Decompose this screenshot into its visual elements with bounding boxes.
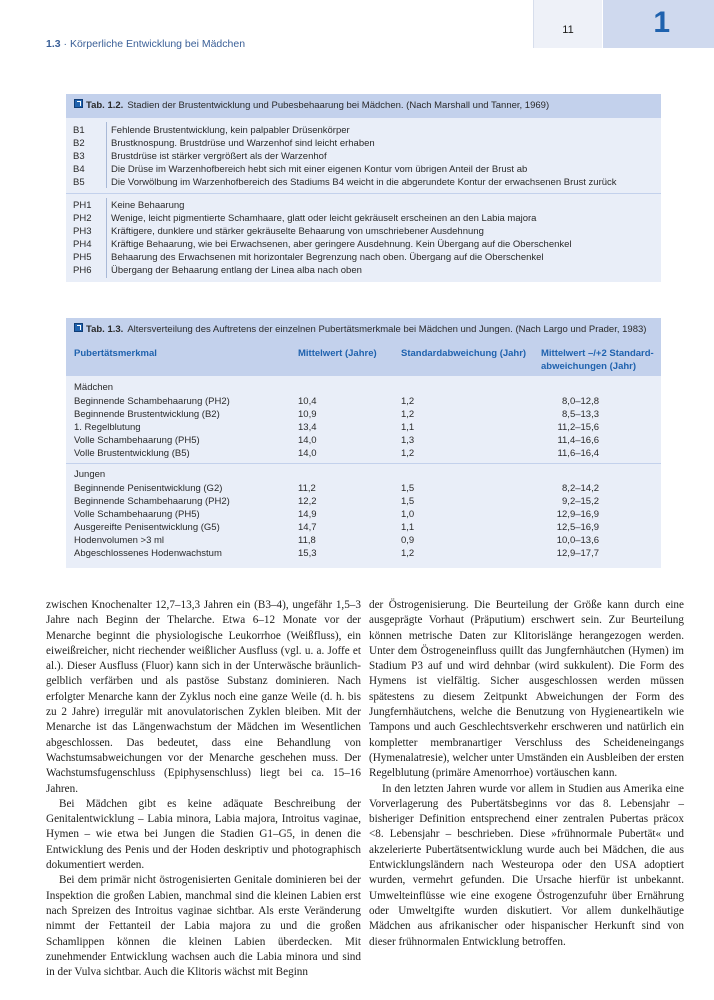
cell-mean: 15,3: [298, 548, 317, 559]
cell-mean: 10,4: [298, 396, 317, 407]
table-icon: [74, 323, 83, 332]
stage-code: PH2: [73, 213, 92, 224]
section-divider: [66, 463, 661, 464]
stage-description: Behaarung des Erwachsenen mit horizontaler Begrenzung nach oben. Übergang auf die Oberschenkel: [111, 252, 544, 263]
table-row: [66, 434, 661, 447]
stage-code: B5: [73, 177, 85, 188]
header-feature: Pubertätsmerkmal: [74, 348, 157, 359]
stage-description: Brustknospung. Brustdrüse und Warzenhof sind leicht erhaben: [111, 138, 375, 149]
cell-sd: 1,1: [401, 522, 415, 533]
stage-description: Keine Behaarung: [111, 200, 185, 211]
table-caption: [66, 94, 661, 118]
cell-range: 8,0–12,8: [562, 396, 599, 407]
cell-feature: 1. Regelblutung: [74, 422, 141, 433]
body-column-left: [46, 598, 361, 980]
chapter-tab: [603, 0, 714, 48]
running-head: [46, 38, 245, 50]
stage-code: B2: [73, 138, 85, 149]
stage-description: Die Drüse im Warzenhofbereich hebt sich mit einer eigenen Kontur vom übrigen Anteil der Brust ab: [111, 164, 528, 175]
body-paragraph: In den letzten Jahren wurde vor allem in Studien aus Amerika eine Vorverlagerung des Pubertätsbeginns vor das 8. Lebensjahr – bisheriger Definition entsprechend einer zentralen Pubertas präcox <8. Lebensjahr – beschrieben. Diese »frühnormale Pubertät« und akzelerierte Pubertätsentwicklung wurde auch bei Mädchen, die aus Entwicklungsländern nach Westeuropa oder den USA adoptiert wurden, vermehrt gefunden. Die Ursache hierfür ist unbekannt. Umwelteinflüsse wie eine exogene Östrogenzufuhr über Ernährung oder Umweltgifte wurden diskutiert. Vor allem dunkelhäutige Mädchen aus afrikanischer oder hispanischer Herkunft sind von dieser frühnormalen Entwicklung betroffen.: [369, 782, 684, 948]
page-number: 11: [562, 24, 574, 36]
stage-description: Kräftigere, dunklere und stärker gekräuselte Behaarung von umschriebener Ausdehnung: [111, 226, 484, 237]
cell-feature: Volle Schambehaarung (PH5): [74, 509, 200, 520]
table-row: [66, 521, 661, 534]
cell-mean: 13,4: [298, 422, 317, 433]
stage-description: Übergang der Behaarung entlang der Linea alba nach oben: [111, 265, 362, 276]
cell-mean: 14,0: [298, 448, 317, 459]
stage-row: [66, 137, 661, 150]
stage-code: PH1: [73, 200, 92, 211]
table-row: [66, 447, 661, 460]
stage-code: B3: [73, 151, 85, 162]
page-number-box: [533, 0, 602, 48]
stage-description: Kräftige Behaarung, wie bei Erwachsenen, aber geringere Ausdehnung. Kein Übergang auf die Oberschenkel: [111, 239, 572, 250]
cell-range: 9,2–15,2: [562, 496, 599, 507]
cell-feature: Abgeschlossenes Hodenwachstum: [74, 548, 222, 559]
body-column-right: [369, 598, 684, 950]
stage-row: [66, 176, 661, 189]
table-label: Tab. 1.3.: [86, 324, 124, 335]
cell-sd: 1,5: [401, 496, 415, 507]
cell-feature: Beginnende Penisentwicklung (G2): [74, 483, 223, 494]
table-icon: [74, 99, 83, 108]
table-row: [66, 495, 661, 508]
cell-feature: Beginnende Brustentwicklung (B2): [74, 409, 220, 420]
section-title: · Körperliche Entwicklung bei Mädchen: [60, 38, 246, 50]
cell-range: 11,6–16,4: [557, 448, 599, 459]
cell-range: 8,5–13,3: [562, 409, 599, 420]
table-row: [66, 482, 661, 495]
stage-row: [66, 163, 661, 176]
cell-sd: 1,1: [401, 422, 415, 433]
stage-row: [66, 199, 661, 212]
cell-sd: 0,9: [401, 535, 415, 546]
cell-feature: Beginnende Schambehaarung (PH2): [74, 496, 230, 507]
body-paragraph: zwischen Knochenalter 12,7–13,3 Jahren ein (B3–4), ungefähr 1,5–3 Jahre nach Beginn der Thelarche. Etwa 6–12 Monate vor der Menarche beginnt die physiologische Leukorrhoe (Weißfluss), ein eiweißreicher, nicht riechender weißlicher Ausfluss (vgl. u. a. Joffe et al.). Dieser Ausfluss (Fluor) kann sich in der Unterwäsche bräunlich-gelblich verfärben und als pastöse Substanz dominieren. Nach erfolgter Menarche kann der Zyklus noch eine ganze Weile (d. h. bis zu 2 Jahre) irregulär mit anovulatorischen Zyklen bleiben. Mit der Menarche ist das Längenwachstum der Mädchen im Wesentlichen abgeschlossen. Das bedeutet, dass eine Behandlung von Wachstumsabweichungen vor der Menarche geschehen muss. Der Wachstumsfugenschluss (Epiphysenschluss) liegt bei ca. 15–16 Jahren.: [46, 599, 361, 795]
group-label-boys: Jungen: [74, 469, 106, 480]
table-1-3: [66, 318, 661, 568]
chapter-number: 1: [653, 6, 670, 39]
header-range-line1: Mittelwert –/+2 Standard-: [541, 348, 654, 359]
cell-mean: 11,8: [298, 535, 316, 546]
breast-stage-list: [66, 124, 661, 189]
cell-mean: 14,7: [298, 522, 317, 533]
cell-sd: 1,2: [401, 396, 415, 407]
stage-description: Wenige, leicht pigmentierte Schamhaare, glatt oder leicht gekräuselt erscheinen an den Labia majora: [111, 213, 537, 224]
table-caption-text: Altersverteilung des Auftretens der einzelnen Pubertätsmerkmale bei Mädchen und Jungen. (Nach Largo und Prader, 1983): [127, 324, 647, 335]
stage-row: [66, 238, 661, 251]
table-header: [66, 342, 661, 376]
cell-sd: 1,3: [401, 435, 415, 446]
table-row: [66, 421, 661, 434]
stage-description: Die Vorwölbung im Warzenhofbereich des Stadiums B4 weicht in die abgerundete Kontur der erwachsenen Brust zurück: [111, 177, 617, 188]
stage-row: [66, 225, 661, 238]
cell-range: 11,2–15,6: [557, 422, 599, 433]
cell-range: 11,4–16,6: [557, 435, 599, 446]
table-row: [66, 547, 661, 560]
stage-code: PH5: [73, 252, 92, 263]
header-mean: Mittelwert (Jahre): [298, 348, 377, 359]
cell-range: 12,9–17,7: [556, 548, 599, 559]
table-row: [66, 408, 661, 421]
table-row: [66, 534, 661, 547]
cell-sd: 1,0: [401, 509, 415, 520]
section-divider: [66, 193, 661, 194]
body-paragraph: Bei dem primär nicht östrogenisierten Genitale dominieren bei der Inspektion die großen Labien, manchmal sind die kleinen Labien erst nach Spreizen des Introitus vaginae sichtbar. Als erste Veränderung nimmt der Fettanteil der Labia majora zu und die großen Schamlippen können die kleinen Labien überdecken. Mit zunehmender Entwicklung wachsen auch die Labia minora und sind in der Vulva sichtbar. Auch die Klitoris wächst mit Beginn: [46, 874, 361, 979]
stage-row: [66, 264, 661, 277]
cell-mean: 14,0: [298, 435, 317, 446]
table-caption-text: Stadien der Brustentwicklung und Pubesbehaarung bei Mädchen. (Nach Marshall und Tanner, 1969): [127, 100, 550, 111]
table-row: [66, 508, 661, 521]
cell-feature: Hodenvolumen >3 ml: [74, 535, 165, 546]
stage-row: [66, 251, 661, 264]
table-row: [66, 395, 661, 408]
stage-code: PH3: [73, 226, 92, 237]
stage-row: [66, 124, 661, 137]
cell-sd: 1,2: [401, 409, 415, 420]
section-number: 1.3: [46, 38, 61, 50]
pubic-stage-list: [66, 199, 661, 277]
cell-mean: 11,2: [298, 483, 316, 494]
stage-code: B1: [73, 125, 85, 136]
group-label-girls: Mädchen: [74, 382, 114, 393]
stage-row: [66, 150, 661, 163]
cell-feature: Volle Brustentwicklung (B5): [74, 448, 190, 459]
body-paragraph: Bei Mädchen gibt es keine adäquate Beschreibung der Genitalentwicklung – Labia minora, Labia majora, Introitus vaginae, Hymen – wie etwa bei Jungen die Stadien G1–G5, in denen die Entwicklung des Penis und der Hoden deskriptiv und photographisch dokumentiert werden.: [46, 797, 361, 872]
table-label: Tab. 1.2.: [86, 100, 124, 111]
cell-range: 12,5–16,9: [556, 522, 599, 533]
stage-description: Fehlende Brustentwicklung, kein palpabler Drüsenkörper: [111, 125, 350, 136]
cell-sd: 1,5: [401, 483, 415, 494]
cell-feature: Ausgereifte Penisentwicklung (G5): [74, 522, 220, 533]
table-caption: [66, 318, 661, 342]
stage-code: PH4: [73, 239, 92, 250]
body-paragraph: der Östrogenisierung. Die Beurteilung der Größe kann durch eine ausgeprägte Vorhaut (Präputium) erschwert sein. Zur Beurteilung können metrische Daten zur Klitorislänge herangezogen werden. Unter dem Östrogeneinfluss quillt das Jungfernhäutchen (Hymen) im Stadium P3 auf und wird dehnbar (wird sukkulent). Die Form des Hymens ist vielfältig. Sicher ausgeschlossen werden müssen spätestens zu diesem Zeitpunkt Abweichungen der Form des Jungfernhäutchens, welche die Benutzung von Hygieneartikeln wie Tampons und auch Geschlechtsverkehr erschweren und natürlich ein kompletter membranartiger Verschluss des Scheideneingangs (Hymenalatresie), welcher unter Umständen ein Ausbleiben der ersten Regelblutung (primäre Amenorrhoe) vortäuschen kann.: [369, 599, 684, 780]
header-range: [541, 347, 659, 373]
cell-range: 8,2–14,2: [562, 483, 599, 494]
cell-mean: 12,2: [298, 496, 317, 507]
cell-range: 10,0–13,6: [556, 535, 599, 546]
stage-code: PH6: [73, 265, 92, 276]
stage-description: Brustdrüse ist stärker vergrößert als der Warzenhof: [111, 151, 327, 162]
header-sd: Standardabweichung (Jahr): [401, 348, 527, 359]
cell-range: 12,9–16,9: [556, 509, 599, 520]
header-range-line2: abweichungen (Jahr): [541, 361, 637, 372]
cell-feature: Volle Schambehaarung (PH5): [74, 435, 200, 446]
table-1-2: [66, 94, 661, 282]
cell-sd: 1,2: [401, 448, 415, 459]
cell-sd: 1,2: [401, 548, 415, 559]
stage-code: B4: [73, 164, 85, 175]
cell-mean: 10,9: [298, 409, 317, 420]
cell-feature: Beginnende Schambehaarung (PH2): [74, 396, 230, 407]
cell-mean: 14,9: [298, 509, 317, 520]
stage-row: [66, 212, 661, 225]
